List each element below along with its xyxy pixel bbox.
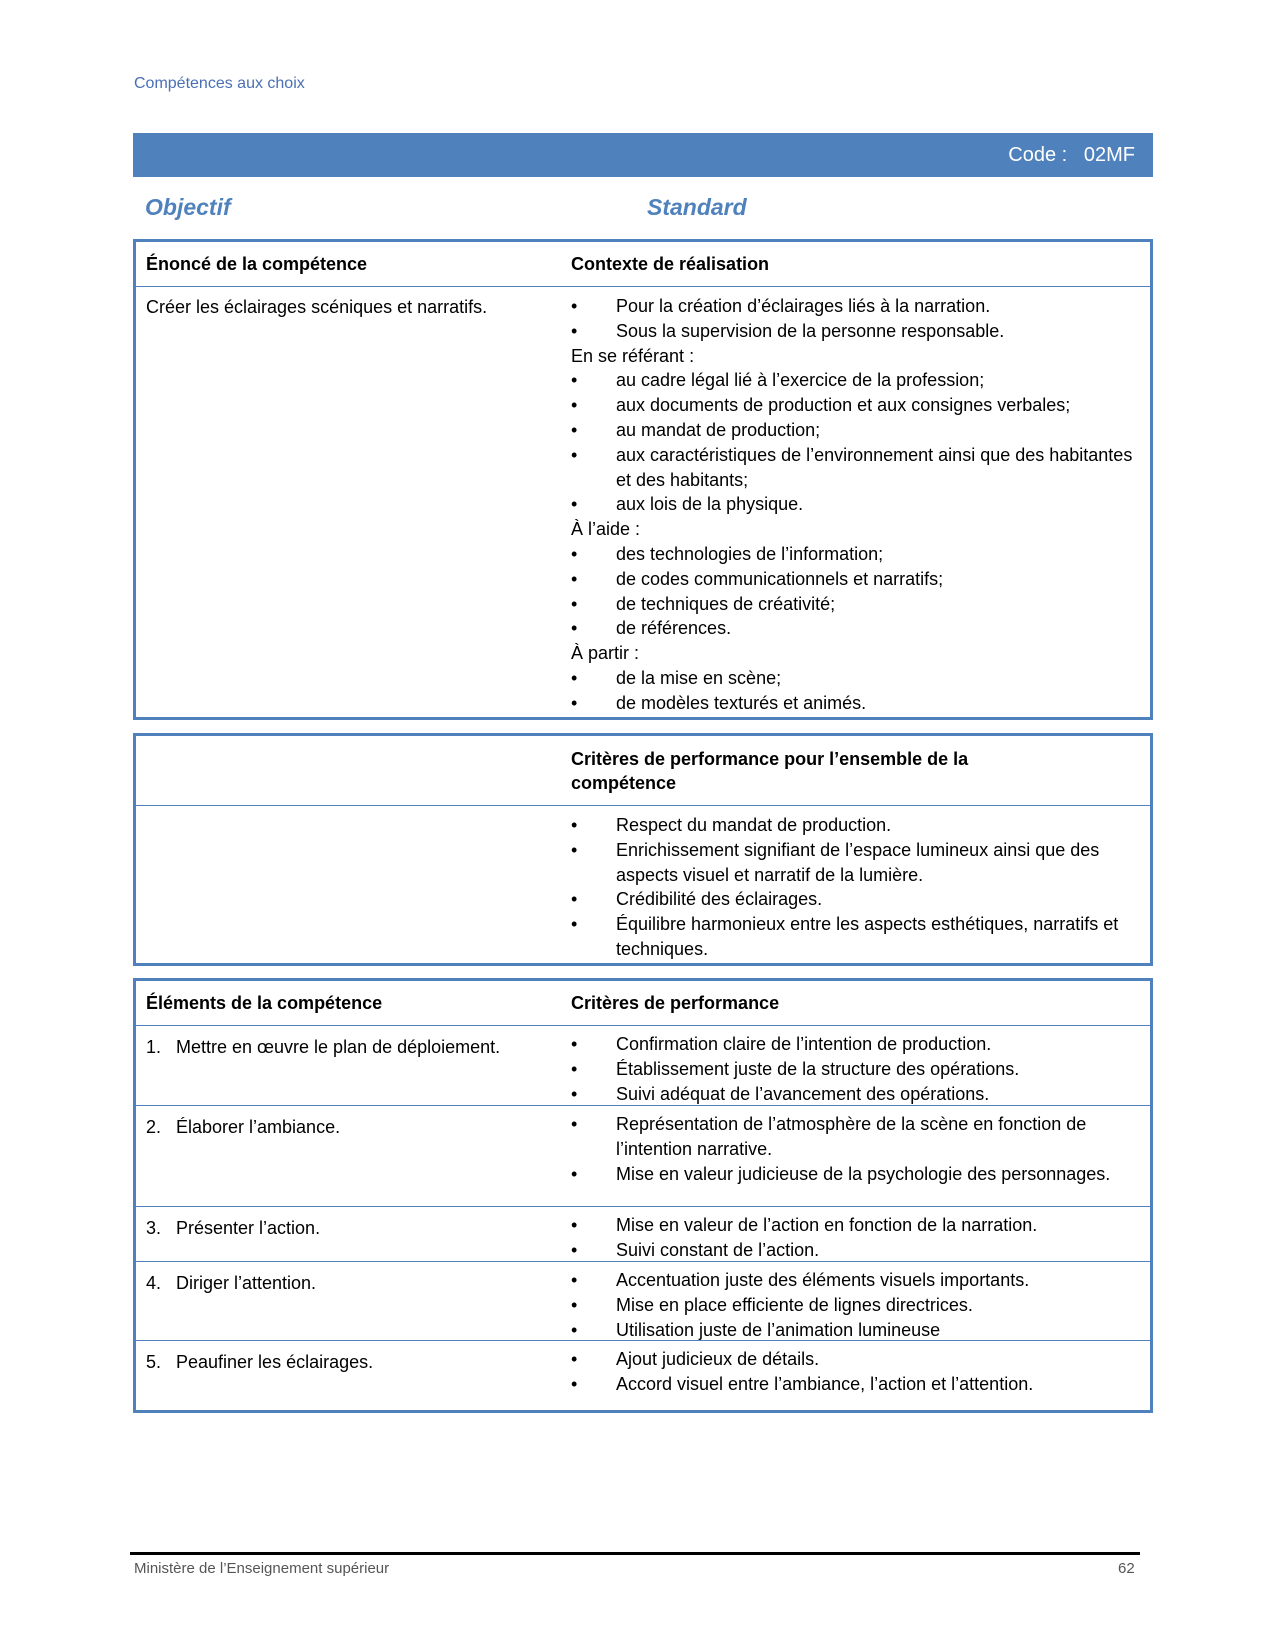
bullet-item — [571, 912, 1142, 962]
row-divider — [136, 1261, 1150, 1262]
bullet-icon: • — [571, 1239, 578, 1260]
bullet-text: aux documents de production et aux consignes verbales; — [616, 395, 1071, 416]
bullet-text: Pour la création d’éclairages liés à la narration. — [616, 296, 991, 316]
bullet-text: au mandat de production; — [616, 419, 821, 440]
bullet-icon: • — [571, 839, 578, 860]
objective-heading: Objectif — [145, 194, 231, 220]
bullet-icon: • — [571, 1294, 578, 1315]
bullet-item — [571, 1162, 1142, 1187]
competency-element — [146, 1216, 546, 1240]
bullet-text: Respect du mandat de production. — [616, 815, 892, 835]
elements-column-header: Éléments de la compétence — [146, 993, 383, 1013]
bullet-item — [571, 813, 1142, 838]
criteria-column-header: Critères de performance — [571, 993, 780, 1013]
standard-heading: Standard — [647, 194, 747, 220]
statement-column-header: Énoncé de la compétence — [146, 254, 368, 274]
bullet-item — [571, 1347, 1142, 1372]
bullet-item — [571, 567, 1142, 592]
bullet-text: des technologies de l’information; — [616, 543, 884, 564]
bullet-text: Suivi adéquat de l’avancement des opérations. — [616, 1083, 990, 1104]
element-text: Diriger l’attention. — [176, 1273, 317, 1293]
bullet-text: Confirmation claire de l’intention de production. — [616, 1034, 992, 1054]
bullet-item — [571, 492, 1142, 517]
row-divider — [136, 1340, 1150, 1341]
overall-criteria-header: Critères de performance pour l’ensemble de la compétence — [571, 749, 969, 793]
bullet-text: de techniques de créativité; — [616, 593, 836, 614]
bullet-text: Ajout judicieux de détails. — [616, 1349, 820, 1369]
element-text: Mettre en œuvre le plan de déploiement. — [176, 1037, 501, 1057]
competency-element — [146, 1350, 546, 1374]
context-list — [571, 294, 1142, 716]
competency-element — [146, 1271, 546, 1295]
element-criteria-list — [571, 1347, 1142, 1397]
element-number: 2. — [146, 1117, 162, 1137]
competency-element — [146, 1035, 546, 1059]
element-criteria-list — [571, 1032, 1142, 1106]
bullet-item — [571, 393, 1142, 418]
element-text: Élaborer l’ambiance. — [176, 1117, 341, 1137]
bullet-item — [571, 1238, 1142, 1263]
overall-criteria-list — [571, 813, 1142, 962]
bullet-text: Accord visuel entre l’ambiance, l’action et l’attention. — [616, 1373, 1034, 1394]
element-text: Présenter l’action. — [176, 1218, 321, 1238]
bullet-item — [571, 838, 1142, 888]
competency-statement: Créer les éclairages scéniques et narratifs. — [146, 297, 488, 317]
bullet-text: de la mise en scène; — [616, 667, 782, 688]
bullet-icon: • — [571, 1034, 578, 1054]
bullet-icon: • — [571, 419, 578, 440]
bullet-icon: • — [571, 395, 578, 416]
statement-table — [133, 239, 1153, 720]
bullet-item — [571, 1213, 1142, 1238]
context-intro — [571, 344, 1142, 369]
bullet-text: de codes communicationnels et narratifs; — [616, 568, 944, 589]
page-number: 62 — [1118, 1560, 1135, 1577]
bullet-text: Mise en place efficiente de lignes directrices. — [616, 1294, 973, 1315]
bullet-icon: • — [571, 494, 578, 515]
bullet-icon: • — [571, 889, 578, 910]
bullet-text: Représentation de l’atmosphère de la scène en fonction de l’intention narrative. — [616, 1114, 1087, 1159]
bullet-text: Crédibilité des éclairages. — [616, 889, 823, 910]
bullet-item — [571, 319, 1142, 344]
context-intro-text: À partir : — [571, 643, 640, 664]
context-intro-text: À l’aide : — [571, 519, 641, 540]
bullet-item — [571, 691, 1142, 716]
bullet-text: Équilibre harmonieux entre les aspects esthétiques, narratifs et techniques. — [616, 914, 1119, 959]
bullet-icon: • — [571, 568, 578, 589]
bullet-item — [571, 1032, 1142, 1057]
row-divider — [136, 1206, 1150, 1207]
bullet-item — [571, 542, 1142, 567]
bullet-icon: • — [571, 667, 578, 688]
context-intro-text: En se référant : — [571, 345, 695, 366]
bullet-item — [571, 1372, 1142, 1397]
bullet-icon: • — [571, 1373, 578, 1394]
bullet-item — [571, 887, 1142, 912]
bullet-icon: • — [571, 1319, 578, 1340]
statement-table-header — [136, 242, 1150, 287]
bullet-item — [571, 1082, 1142, 1107]
bullet-text: de modèles texturés et animés. — [616, 692, 867, 713]
bullet-item — [571, 1057, 1142, 1082]
code-value: 02MF — [1083, 144, 1135, 166]
bullet-text: Enrichissement signifiant de l’espace lumineux ainsi que des aspects visuel et narratif de la lumière. — [616, 839, 1100, 885]
bullet-icon: • — [571, 618, 578, 639]
context-column-header: Contexte de réalisation — [571, 254, 770, 274]
bullet-text: Sous la supervision de la personne responsable. — [616, 320, 1005, 341]
bullet-text: Utilisation juste de l’animation lumineuse — [616, 1319, 941, 1340]
code-text — [1008, 144, 1135, 167]
bullet-icon: • — [571, 1163, 578, 1184]
overall-criteria-table — [133, 733, 1153, 966]
element-number: 3. — [146, 1218, 162, 1238]
row-divider — [136, 1105, 1150, 1106]
element-criteria-list — [571, 1213, 1142, 1263]
bullet-text: aux caractéristiques de l’environnement ainsi que des habitantes et des habitants; — [616, 444, 1133, 490]
bullet-item — [571, 418, 1142, 443]
bullet-icon: • — [571, 444, 578, 465]
element-number: 4. — [146, 1273, 162, 1293]
bullet-icon: • — [571, 692, 578, 713]
element-number: 5. — [146, 1352, 162, 1372]
bullet-icon: • — [571, 815, 578, 835]
bullet-icon: • — [571, 593, 578, 614]
bullet-text: Mise en valeur de l’action en fonction de la narration. — [616, 1215, 1038, 1235]
bullet-item — [571, 1293, 1142, 1318]
competency-element — [146, 1115, 546, 1139]
bullet-item — [571, 666, 1142, 691]
bullet-icon: • — [571, 296, 578, 316]
bullet-icon: • — [571, 543, 578, 564]
bullet-item — [571, 1112, 1142, 1162]
bullet-text: Suivi constant de l’action. — [616, 1239, 820, 1260]
code-bar — [133, 133, 1153, 177]
bullet-icon: • — [571, 370, 578, 391]
bullet-item — [571, 1268, 1142, 1293]
bullet-item — [571, 443, 1142, 493]
elements-table — [133, 978, 1153, 1413]
element-number: 1. — [146, 1037, 162, 1057]
bullet-item — [571, 294, 1142, 319]
bullet-text: Mise en valeur judicieuse de la psychologie des personnages. — [616, 1163, 1111, 1184]
element-criteria-list — [571, 1112, 1142, 1186]
bullet-item — [571, 592, 1142, 617]
bullet-item — [571, 368, 1142, 393]
footer-rule — [130, 1552, 1140, 1555]
elements-table-header — [136, 981, 1150, 1026]
bullet-text: aux lois de la physique. — [616, 494, 804, 515]
code-label: Code : — [1008, 144, 1068, 166]
element-text: Peaufiner les éclairages. — [176, 1352, 374, 1372]
bullet-item — [571, 1318, 1142, 1343]
footer-ministry: Ministère de l’Enseignement supérieur — [134, 1560, 390, 1577]
context-intro — [571, 517, 1142, 542]
bullet-icon: • — [571, 1058, 578, 1079]
bullet-text: au cadre légal lié à l’exercice de la profession; — [616, 370, 985, 391]
bullet-icon: • — [571, 914, 578, 935]
bullet-icon: • — [571, 1349, 578, 1369]
bullet-text: de références. — [616, 618, 732, 639]
bullet-icon: • — [571, 1083, 578, 1104]
bullet-text: Accentuation juste des éléments visuels importants. — [616, 1270, 1030, 1290]
bullet-text: Établissement juste de la structure des opérations. — [616, 1058, 1020, 1079]
element-criteria-list — [571, 1268, 1142, 1342]
row-divider — [136, 805, 1150, 806]
bullet-icon: • — [571, 1114, 578, 1134]
bullet-icon: • — [571, 1215, 578, 1235]
context-intro — [571, 641, 1142, 666]
objective-standard-header — [145, 194, 765, 220]
bullet-icon: • — [571, 1270, 578, 1290]
running-header: Compétences aux choix — [134, 75, 305, 92]
bullet-item — [571, 616, 1142, 641]
bullet-icon: • — [571, 320, 578, 341]
